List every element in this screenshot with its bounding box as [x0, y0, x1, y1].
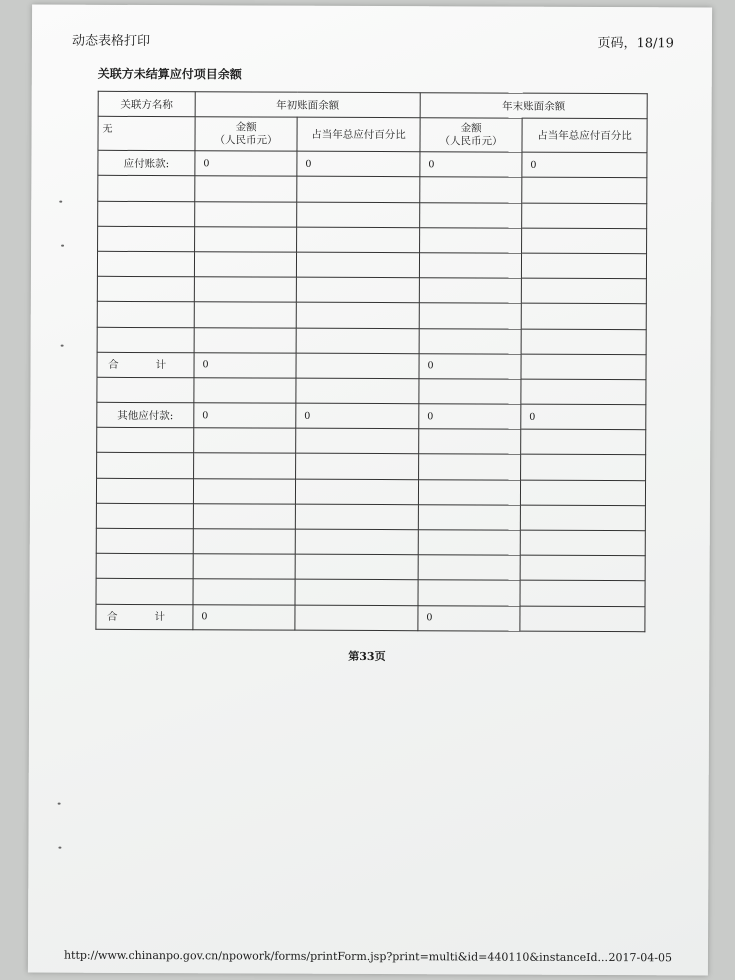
table-row: [97, 327, 646, 355]
other-total-closing: 0: [418, 605, 520, 631]
header-closing-balance: 年末账面余额: [420, 93, 647, 119]
header-closing-amount: 金额 （人民币元）: [420, 118, 522, 152]
other-total-opening: 0: [193, 604, 295, 630]
table-row: [97, 377, 646, 405]
payables-total-row: [97, 352, 646, 380]
header-opening-percent: 占当年总应付百分比: [297, 117, 420, 152]
other-closing-percent: 0: [521, 404, 646, 430]
other-payables-row: [97, 402, 646, 430]
table-row: [96, 528, 645, 556]
print-header-title: 动态表格打印: [71, 33, 151, 50]
binding-mark: [59, 201, 62, 203]
table-row: [98, 226, 647, 254]
payables-total-label: 合 计: [97, 352, 194, 378]
payables-total-closing: 0: [419, 353, 521, 379]
payables-opening-amount: 0: [195, 151, 297, 177]
table-row: [96, 478, 645, 506]
footer-url: http://www.chinanpo.gov.cn/npowork/forms/printForm.jsp?print=multi&id=440110&instanceId...: [63, 948, 609, 965]
payables-total-opening: 0: [194, 352, 296, 378]
payables-row: [98, 150, 647, 178]
other-total-label: 合 计: [96, 604, 193, 630]
party-name-value: 无: [98, 116, 195, 150]
header-party-name: 关联方名称: [98, 91, 195, 117]
payables-label: 应付账款:: [98, 150, 195, 176]
table-row: [98, 201, 647, 229]
other-total-row: [96, 604, 645, 632]
table-header-row: [98, 91, 647, 119]
other-payables-label: 其他应付款:: [97, 402, 194, 428]
table-row: [96, 553, 645, 581]
other-opening-amount: 0: [194, 403, 296, 429]
table-row: [97, 251, 646, 279]
other-closing-amount: 0: [419, 404, 521, 430]
table-row: [96, 503, 645, 531]
table-row: [97, 276, 646, 304]
section-title: 关联方未结算应付项目余额: [97, 66, 242, 82]
header-opening-balance: 年初账面余额: [195, 92, 420, 118]
footer-date: 2017-04-05: [608, 951, 672, 965]
payables-closing-amount: 0: [420, 152, 522, 178]
other-opening-percent: 0: [296, 403, 419, 429]
header-closing-percent: 占当年总应付百分比: [522, 118, 647, 153]
table-row: [97, 302, 646, 330]
page-number: 第33页: [348, 649, 386, 664]
binding-mark: [58, 803, 61, 805]
binding-mark: [58, 847, 61, 849]
table-row: [97, 428, 646, 456]
table-row: [97, 453, 646, 481]
page-counter: 页码，18/19: [597, 35, 674, 52]
payables-closing-percent: 0: [522, 152, 647, 178]
table-subheader-row: [98, 116, 647, 152]
binding-mark: [61, 245, 64, 247]
header-opening-amount: 金额 （人民币元）: [195, 117, 297, 151]
binding-mark: [61, 345, 64, 347]
table-row: [96, 579, 645, 607]
payables-balance-table: [95, 91, 647, 632]
payables-opening-percent: 0: [297, 151, 420, 177]
printed-page: [28, 5, 712, 976]
table-row: [98, 176, 647, 204]
